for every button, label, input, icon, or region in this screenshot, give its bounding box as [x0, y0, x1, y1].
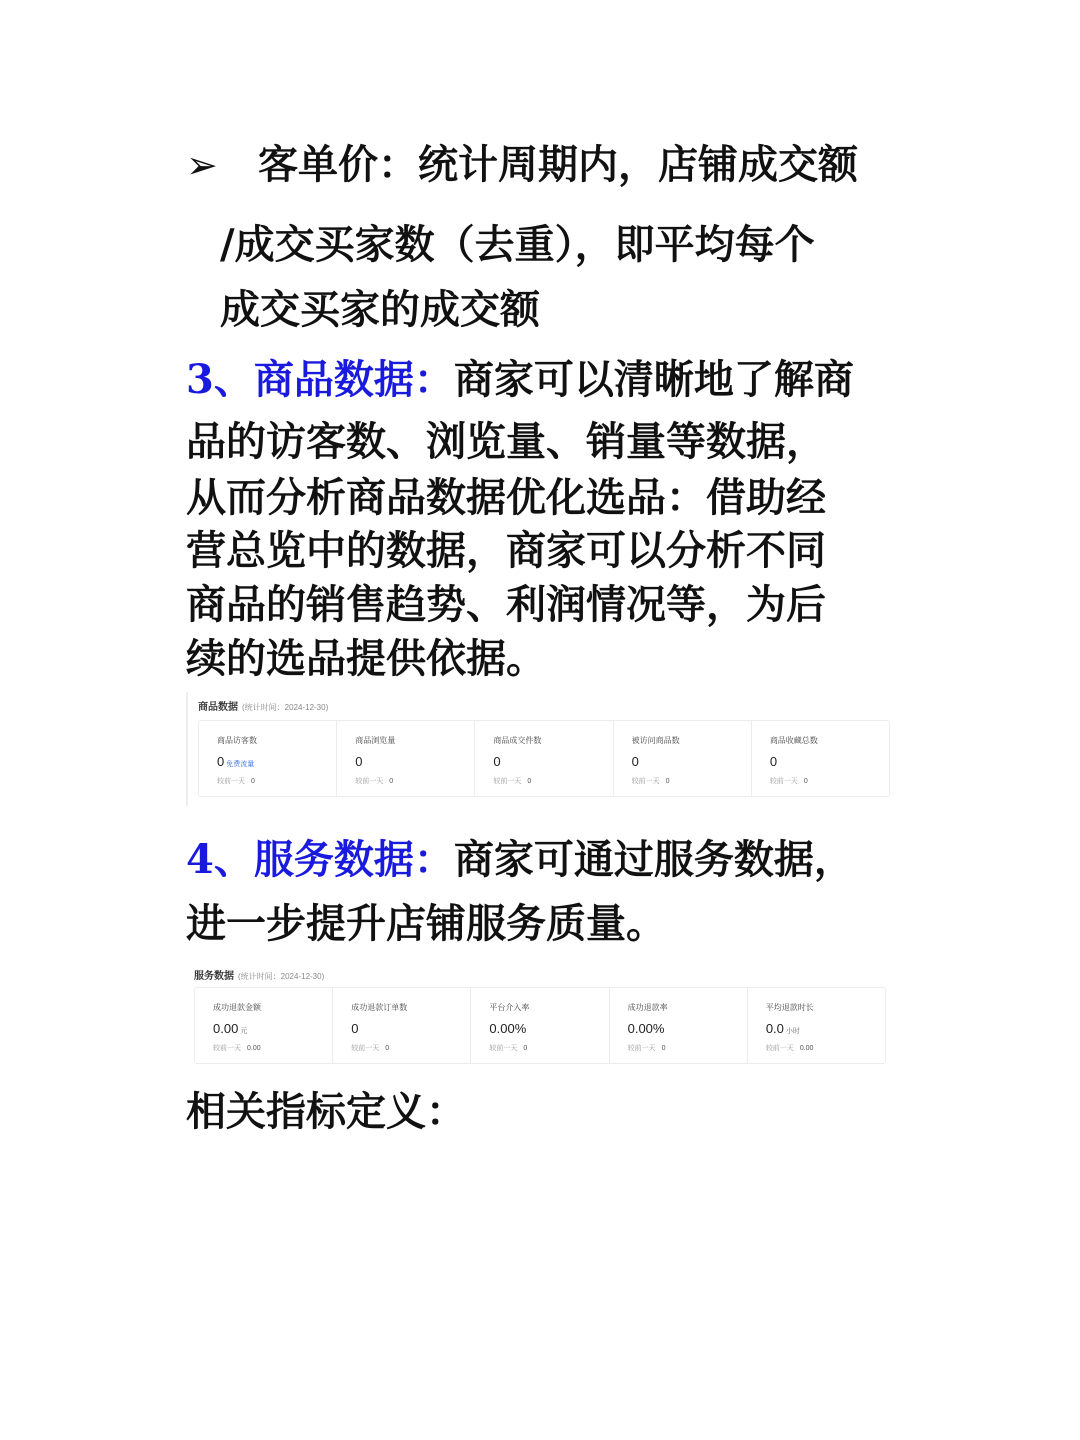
- metric-card-visited-products[interactable]: 被访问商品数 0 较前一天 0: [614, 721, 752, 796]
- metric-card-refund-success-rate[interactable]: 成功退款率 0.00% 较前一天 0: [610, 988, 748, 1063]
- section3-line-6: 续的选品提供依据。: [186, 635, 546, 682]
- metric-card-product-sales[interactable]: 商品成交件数 0 较前一天 0: [475, 721, 613, 796]
- free-traffic-link[interactable]: 免费流量: [226, 761, 255, 768]
- metric-card-avg-refund-time[interactable]: 平均退款时长 0.0 小时 较前一天 0.00: [765, 1003, 814, 1052]
- section3-text: 商家可以清晰地了解商: [453, 356, 854, 403]
- panel-title: 服务数据 (统计时间：2024-12-30): [194, 971, 325, 982]
- metric-card-product-visitors[interactable]: 商品访客数 0 免费流量 较前一天 0: [199, 721, 337, 796]
- section4-line-2: 进一步提升店铺服务质量。: [186, 900, 666, 947]
- metric-definitions-heading: 相关指标定义：: [186, 1088, 466, 1135]
- section3-line-2: 品的访客数、浏览量、销量等数据，: [186, 418, 826, 465]
- section3-line-5: 商品的销售趋势、利润情况等，为后: [186, 581, 826, 628]
- panel-title: 商品数据 (统计时间：2024-12-30): [198, 702, 329, 713]
- product-metric-cards: [198, 720, 890, 797]
- section3-line-3: 从而分析商品数据优化选品：借助经: [186, 474, 826, 521]
- section3-heading: 3、商品数据：: [186, 356, 454, 403]
- service-metric-cards: [194, 987, 886, 1064]
- section3-line-1: [186, 356, 854, 404]
- metric-card-product-views[interactable]: 商品浏览量 0 较前一天 0: [337, 721, 475, 796]
- section4-heading: 4、服务数据：: [186, 836, 454, 883]
- bullet-line-2: /成交买家数（去重），即平均每个: [220, 221, 815, 268]
- bullet-line-1: 客单价：统计周期内，店铺成交额: [258, 141, 858, 188]
- metric-card-refund-orders[interactable]: 成功退款订单数 0 较前一天 0: [333, 988, 471, 1063]
- metric-card-platform-intervention-rate[interactable]: 平台介入率 0.00% 较前一天 0: [471, 988, 609, 1063]
- metric-card-refund-amount[interactable]: 成功退款金额 0.00 元 较前一天 0.00: [195, 988, 333, 1063]
- section3-line-4: 营总览中的数据，商家可以分析不同: [186, 527, 826, 574]
- metric-card-product-favorites[interactable]: 商品收藏总数 0 较前一天 0: [769, 736, 818, 785]
- bullet-line-3: 成交买家的成交额: [220, 286, 540, 333]
- product-data-panel: [186, 692, 892, 806]
- section4-line-1: [186, 836, 854, 884]
- arrow-bullet-icon: ➢: [186, 143, 218, 187]
- service-data-panel: [184, 961, 890, 1069]
- section4-text: 商家可通过服务数据，: [453, 836, 854, 883]
